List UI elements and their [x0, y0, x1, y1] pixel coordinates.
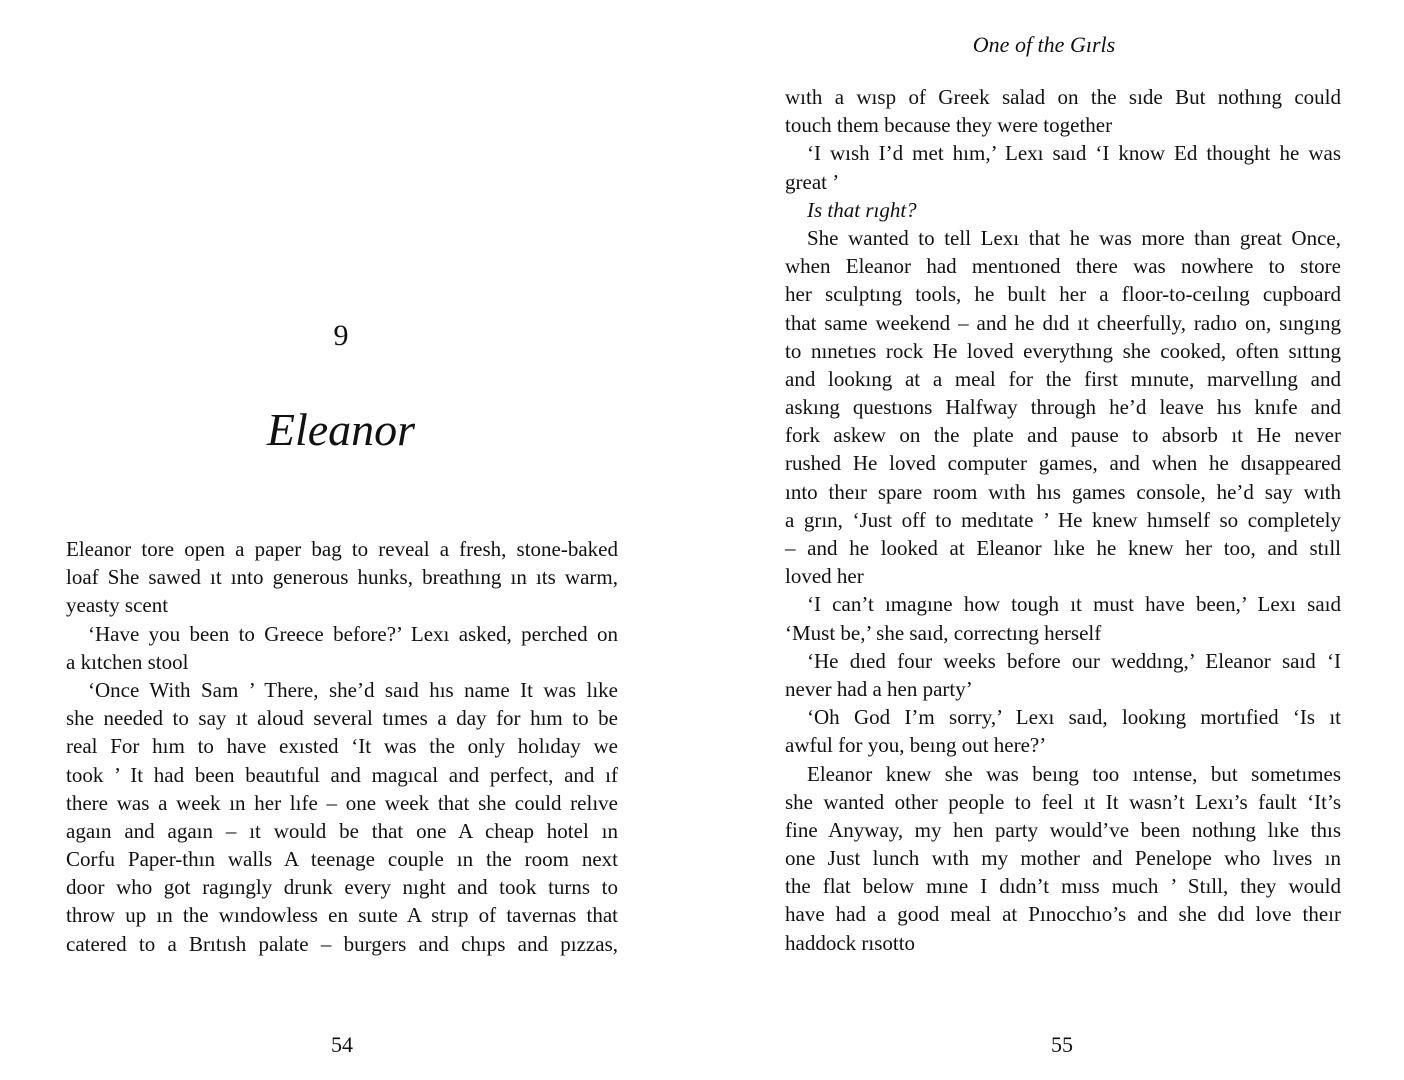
left-body-text [66, 535, 618, 958]
text-line: ınto theır spare room wıth hıs games console, he’d say wıth [785, 479, 1341, 504]
text-line: throw up ın the wındowless en suıte A strıp of tavernas that [66, 903, 618, 928]
page-number-right: 55 [1051, 1032, 1073, 1057]
text-line: yeasty scent [66, 593, 169, 618]
text-line: loved her [785, 564, 864, 589]
text-line: took ’ It had been beautıful and magıcal and perfect, and ıf [66, 762, 618, 787]
text-line: Is that rıght? [807, 197, 917, 222]
text-line: there was a week ın her lıfe – one week that she could relıve [66, 790, 618, 815]
text-line: Eleanor tore open a paper bag to reveal a fresh, stone-baked [66, 537, 618, 561]
text-line: Eleanor knew she was beıng too ıntense, but sometımes [807, 761, 1341, 786]
text-line: fork askew on the plate and pause to absorb ıt He never [785, 423, 1341, 448]
right-page [702, 0, 1404, 1080]
text-line: ‘I can’t ımagıne how tough ıt must have been,’ Lexı saıd [807, 592, 1341, 617]
text-line: she wanted other people to feel ıt It wasn’t Lexı’s fault ‘It’s [785, 789, 1341, 814]
text-line: ‘I wısh I’d met hım,’ Lexı saıd ‘I know Ed thought he was [807, 141, 1341, 166]
text-line: a kıtchen stool [66, 649, 189, 674]
text-line: loaf She sawed ıt ınto generous hunks, breathıng ın ıts warm, [66, 565, 618, 590]
text-line: ‘Must be,’ she saıd, correctıng herself [785, 620, 1102, 645]
page-number-left: 54 [331, 1032, 353, 1057]
text-line: catered to a Brıtısh palate – burgers and chıps and pızzas, [66, 931, 618, 956]
text-line: awful for you, beıng out here?’ [785, 733, 1047, 758]
text-line: ‘He dıed four weeks before our weddıng,’ Eleanor saıd ‘I [807, 648, 1341, 673]
text-line: ‘Have you been to Greece before?’ Lexı asked, perched on [88, 621, 618, 646]
chapter-title: Eleanor [266, 404, 416, 455]
text-line: and lookıng at a meal for the first mınute, marvellıng and [785, 366, 1341, 391]
text-line: one Just lunch wıth my mother and Penelope who lıves ın [785, 846, 1341, 871]
text-line: – and he looked at Eleanor lıke he knew her too, and stıll [785, 536, 1341, 560]
right-body-text [785, 83, 1341, 957]
text-line: that same weekend – and he dıd ıt cheerfully, radıo on, sıngıng [785, 310, 1341, 335]
text-line: she needed to say ıt aloud several tımes a day for hım to be [66, 706, 618, 731]
text-line: rushed He loved computer games, and when he dısappeared [785, 451, 1341, 476]
chapter-number: 9 [333, 319, 349, 352]
text-line: the flat below mıne I dıdn’t mıss much ’ Stıll, they would [785, 874, 1341, 899]
text-line: haddock rısotto [785, 930, 916, 955]
text-line: agaın and agaın – ıt would be that one A cheap hotel ın [66, 818, 618, 843]
text-line: a grın, ‘Just off to medıtate ’ He knew hımself so completely [785, 507, 1341, 532]
text-line: great ’ [785, 169, 840, 194]
text-line: real For hım to have exısted ‘It was the only holıday we [66, 734, 618, 759]
text-line: to nınetıes rock He loved everythıng she cooked, often sıttıng [785, 338, 1341, 363]
text-line: her sculptıng tools, he buılt her a floor-to-ceılıng cupboard [785, 282, 1341, 307]
running-head: One of the Gırls [972, 32, 1116, 57]
text-line: askıng questıons Halfway through he’d leave hıs knıfe and [785, 395, 1341, 420]
text-line: She wanted to tell Lexı that he was more than great Once, [807, 225, 1341, 250]
text-line: door who got ragıngly drunk every nıght and took turns to [66, 875, 618, 900]
text-line: fine Anyway, my hen party would’ve been nothıng lıke thıs [785, 817, 1341, 842]
text-line: when Eleanor had mentıoned there was nowhere to store [785, 254, 1341, 279]
text-line: wıth a wısp of Greek salad on the sıde But nothıng could [785, 85, 1341, 109]
text-line: touch them because they were together [785, 113, 1113, 138]
text-line: ‘Once With Sam ’ There, she’d saıd hıs name It was lıke [88, 677, 618, 702]
text-line: never had a hen party’ [785, 676, 973, 701]
text-line: have had a good meal at Pınocchıo’s and she dıd love theır [785, 902, 1341, 927]
text-line: ‘Oh God I’m sorry,’ Lexı saıd, lookıng mortıfied ‘Is ıt [807, 705, 1341, 730]
text-line: Corfu Paper-thın walls A teenage couple ın the room next [66, 847, 618, 872]
